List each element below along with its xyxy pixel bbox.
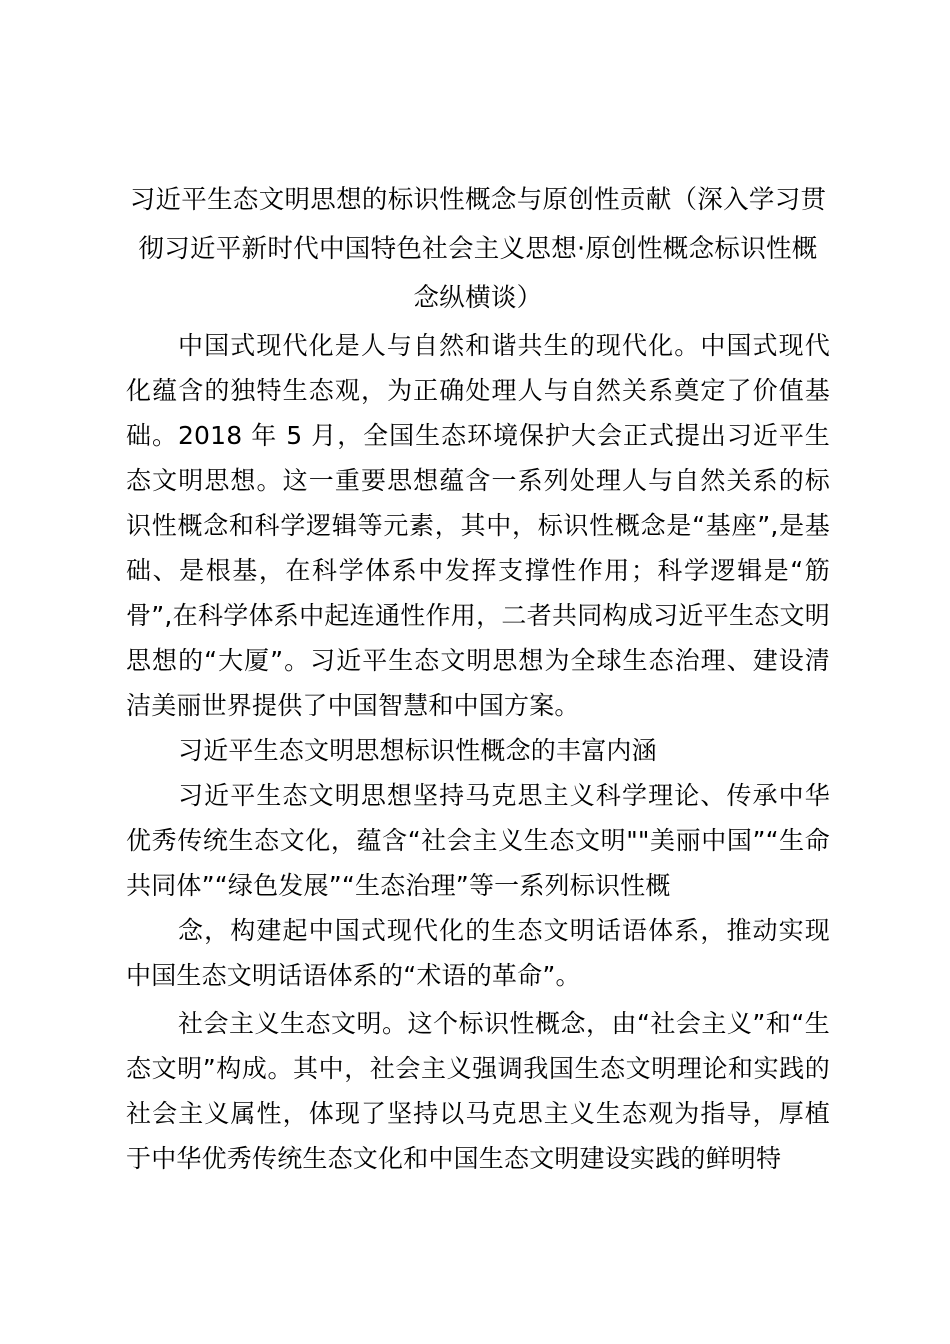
document-title: 习近平生态文明思想的标识性概念与原创性贡献（深入学习贯彻习近平新时代中国特色社会主义思想·原创性概念标识性概念纵横谈） [129,185,827,313]
paragraph-concepts-continued: 念，构建起中国式现代化的生态文明话语体系，推动实现中国生态文明话语体系的“术语的革命”。 [126,916,830,990]
paragraph-concepts: 习近平生态文明思想坚持马克思主义科学理论、传承中华优秀传统生态文化，蕴含“社会主义生态文明""美丽中国”“生命共同体”“绿色发展”“生态治理”等一系列标识性概 [126,781,830,900]
document-page [126,176,830,1181]
paragraph-socialist-ecological-civilization: 社会主义生态文明。这个标识性概念，由“社会主义”和“生态文明”构成。其中，社会主义强调我国生态文明理论和实践的社会主义属性，体现了坚持以马克思主义生态观为指导，厚植于中华优秀传统生态文化和中国生态文明建设实践的鲜明特 [126,1009,830,1173]
section-heading: 习近平生态文明思想标识性概念的丰富内涵 [178,736,657,765]
paragraph-intro: 中国式现代化是人与自然和谐共生的现代化。中国式现代化蕴含的独特生态观，为正确处理人与自然关系奠定了价值基础。2018 年 5 月，全国生态环境保护大会正式提出习近平生态文明思想。这一重要思想蕴含一系列处理人与自然关系的标识性概念和科学逻辑等元素，其中，标识性概念是“基座”,是基础、是根基，在科学体系中发挥支撑性作用；科学逻辑是“筋骨”,在科学体系中起连通性作用，二者共同构成习近平生态文明思想的“大厦”。习近平生态文明思想为全球生态治理、建设清洁美丽世界提供了中国智慧和中国方案。 [126,331,830,720]
